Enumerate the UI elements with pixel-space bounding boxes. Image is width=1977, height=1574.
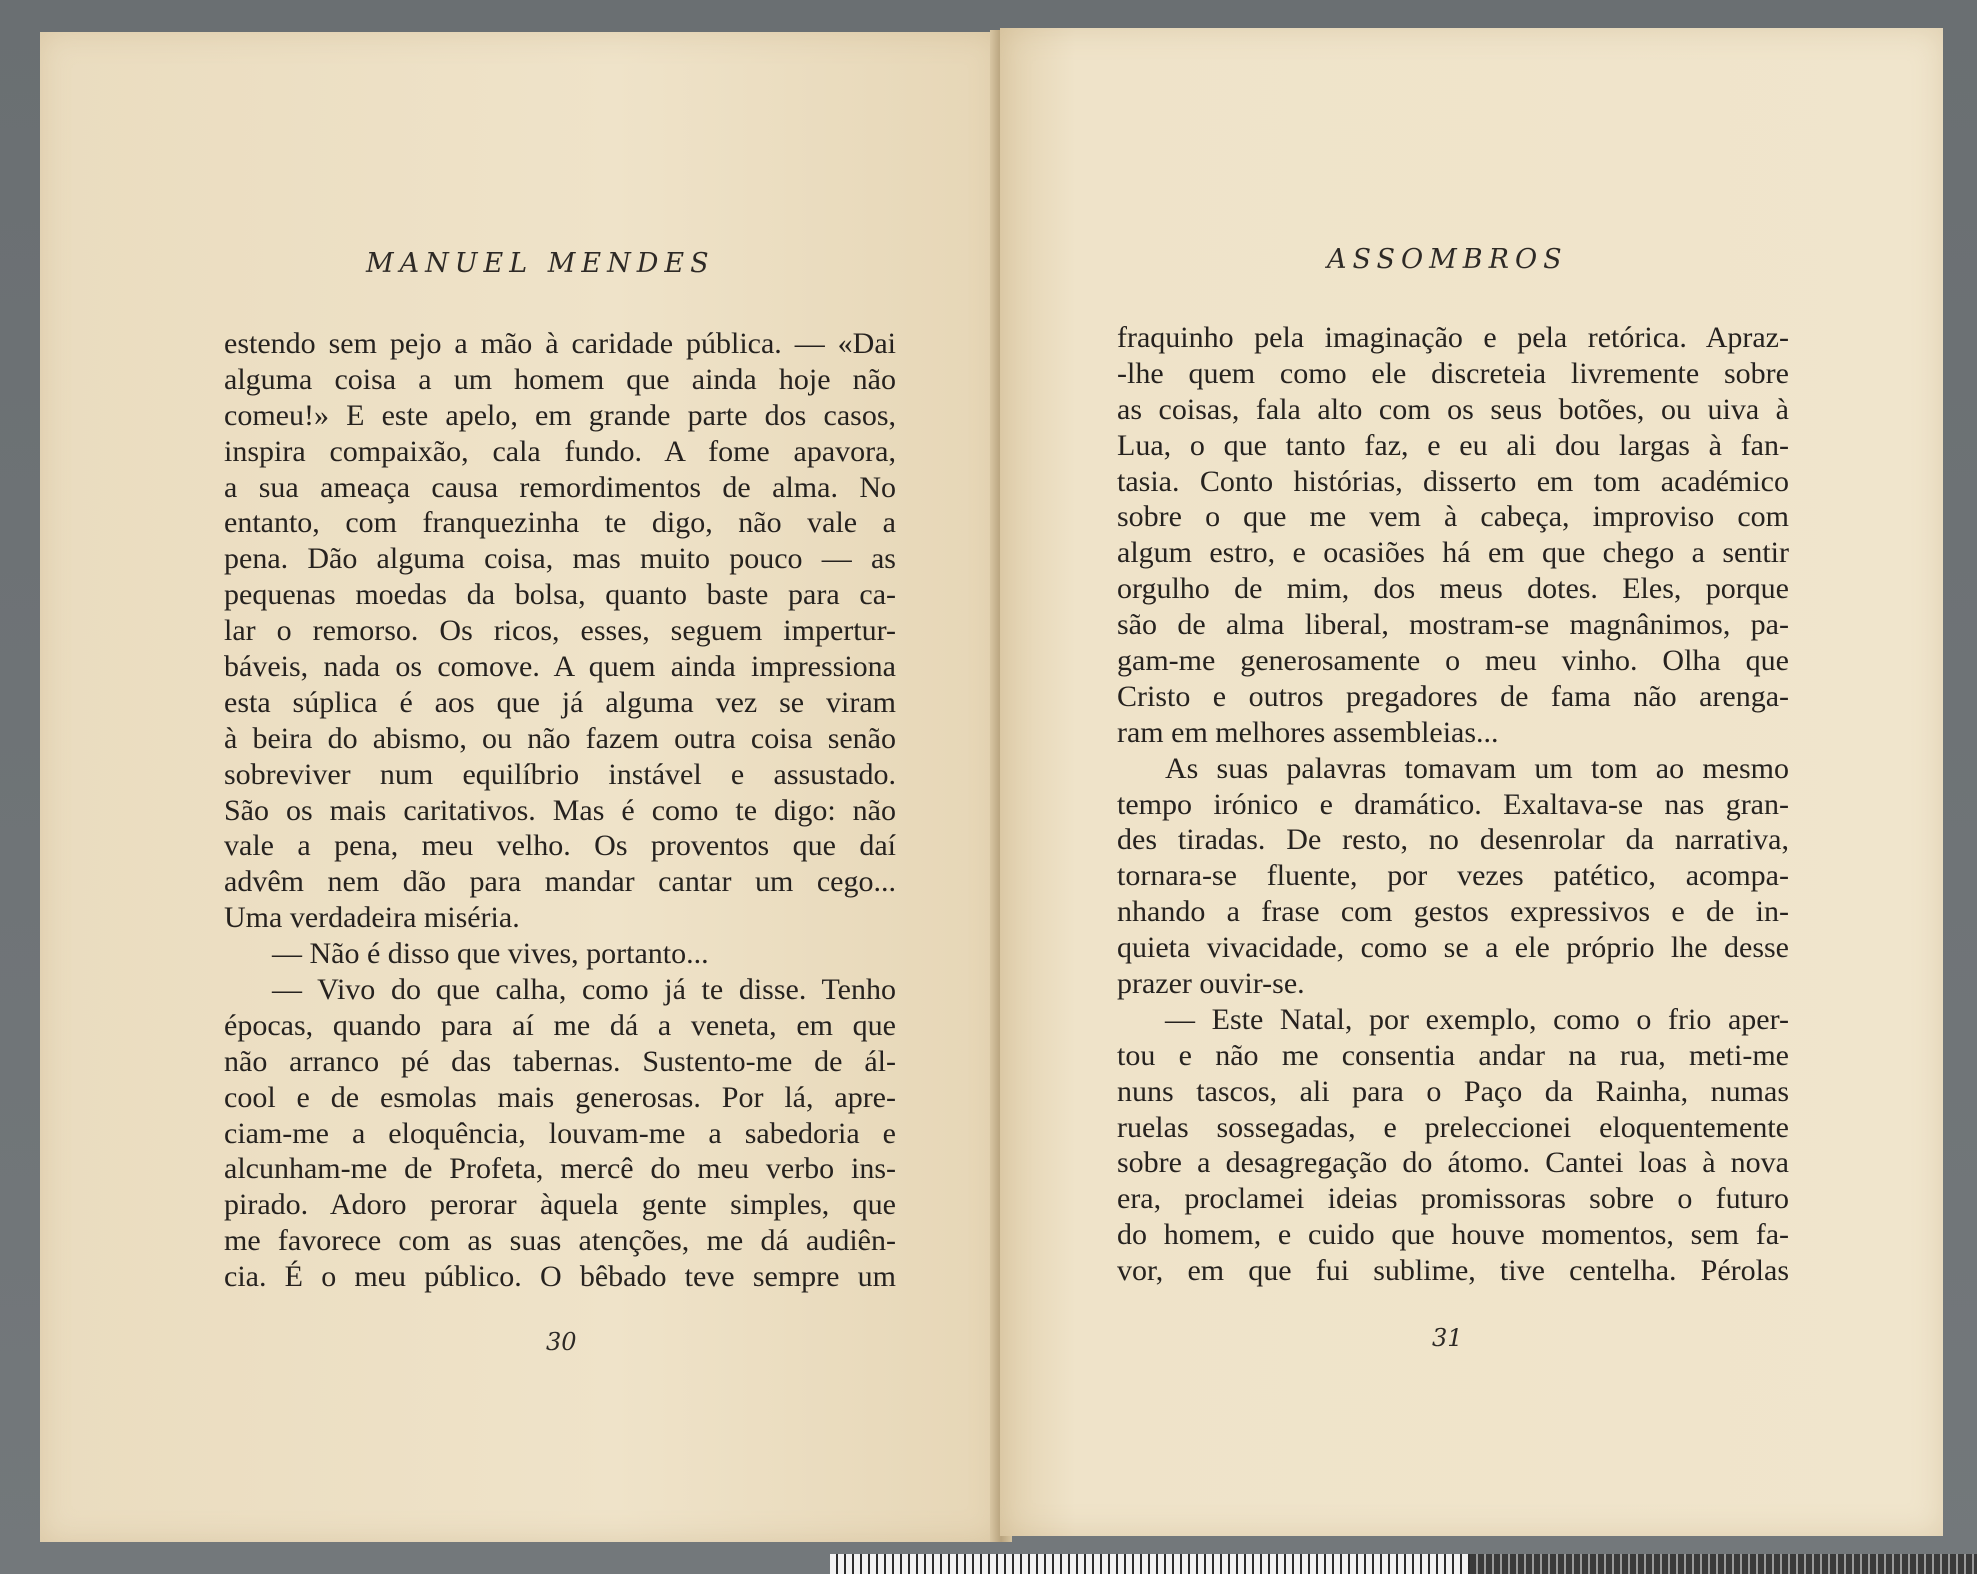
text-line: gam-me generosamente o meu vinho. Olha que [1117, 644, 1789, 678]
text-line: estendo sem pejo a mão à caridade pública. — «Dai [224, 327, 896, 360]
text-line: a sua ameaça causa remordimentos de alma. No [224, 470, 896, 504]
right-running-head: ASSOMBROS [1327, 244, 1568, 275]
text-line: me favorece com as suas atenções, me dá audiên- [224, 1224, 896, 1258]
text-line: são de alma liberal, mostram-se magnânimos, pa- [1117, 608, 1789, 642]
text-line: as coisas, fala alto com os seus botões, ou uiva à [1117, 392, 1789, 426]
text-line: pena. Dão alguma coisa, mas muito pouco — as [224, 542, 896, 576]
text-line: Uma verdadeira miséria. [224, 901, 520, 935]
text-line: des tiradas. De resto, no desenrolar da narrativa, [1117, 823, 1789, 857]
text-line: tornara-se fluente, por vezes patético, acompa- [1117, 859, 1789, 893]
text-line: não arranco pé das tabernas. Sustento-me de ál- [224, 1044, 896, 1078]
right-page-number: 31 [1432, 1324, 1463, 1352]
text-line: esta súplica é aos que já alguma vez se viram [224, 685, 896, 719]
text-line: báveis, nada os comove. A quem ainda impressiona [224, 650, 896, 684]
text-line: épocas, quando para aí me dá a veneta, em que [224, 1008, 896, 1042]
text-line: entanto, com franquezinha te digo, não vale a [224, 506, 896, 540]
text-line: comeu!» E este apelo, em grande parte dos casos, [224, 398, 896, 432]
text-line: tempo irónico e dramático. Exaltava-se nas gran- [1117, 787, 1789, 821]
text-line: nuns tascos, ali para o Paço da Rainha, numas [1117, 1074, 1789, 1108]
scale-ruler [830, 1554, 1977, 1574]
text-line: vor, em que fui sublime, tive centelha. Pérolas [1117, 1254, 1789, 1288]
text-line: à beira do abismo, ou não fazem outra coisa senão [224, 721, 896, 755]
right-page [1000, 28, 1943, 1536]
text-line: cia. É o meu público. O bêbado teve sempre um [224, 1260, 896, 1294]
text-line: cool e de esmolas mais generosas. Por lá, apre- [224, 1080, 896, 1114]
text-line: orgulho de mim, dos meus dotes. Eles, porque [1117, 572, 1789, 606]
text-line: tasia. Conto histórias, disserto em tom académico [1117, 464, 1789, 498]
text-line: tou e não me consentia andar na rua, meti-me [1117, 1038, 1789, 1072]
text-line: advêm nem dão para mandar cantar um cego... [224, 865, 896, 899]
text-line: Lua, o que tanto faz, e eu ali dou largas à fan- [1117, 428, 1789, 462]
text-line: quieta vivacidade, como se a ele próprio lhe desse [1117, 931, 1789, 965]
text-line: algum estro, e ocasiões há em que chego a sentir [1117, 536, 1789, 570]
text-line: — Vivo do que calha, como já te disse. Tenho [272, 973, 896, 1007]
text-line: ruelas sossegadas, e preleccionei eloquentemente [1117, 1110, 1789, 1144]
text-line: ciam-me a eloquência, louvam-me a sabedoria e [224, 1116, 896, 1150]
left-page [40, 32, 1000, 1542]
text-line: pequenas moedas da bolsa, quanto baste para ca- [224, 578, 896, 612]
left-running-head: MANUEL MENDES [366, 248, 715, 279]
text-line: — Este Natal, por exemplo, como o frio aper- [1165, 1002, 1789, 1036]
text-line: As suas palavras tomavam um tom ao mesmo [1165, 751, 1789, 785]
left-page-text [224, 326, 896, 1295]
text-line: sobreviver num equilíbrio instável e assustado. [224, 757, 896, 791]
text-line: vale a pena, meu velho. Os proventos que daí [224, 829, 896, 863]
text-line: alcunham-me de Profeta, mercê do meu verbo ins- [224, 1152, 896, 1186]
text-line: Cristo e outros pregadores de fama não arenga- [1117, 679, 1789, 713]
text-line: ram em melhores assembleias... [1117, 715, 1499, 749]
text-line: prazer ouvir-se. [1117, 967, 1305, 1001]
text-line: fraquinho pela imaginação e pela retórica. Apraz- [1117, 321, 1789, 354]
text-line: alguma coisa a um homem que ainda hoje não [224, 362, 896, 396]
text-line: nhando a frase com gestos expressivos e de in- [1117, 895, 1789, 929]
text-line: pirado. Adoro perorar àquela gente simples, que [224, 1188, 896, 1222]
text-line: era, proclamei ideias promissoras sobre o futuro [1117, 1182, 1789, 1216]
text-line: -lhe quem como ele discreteia livremente sobre [1117, 356, 1789, 390]
text-line: — Não é disso que vives, portanto... [272, 937, 709, 971]
left-page-number: 30 [546, 1328, 577, 1356]
right-page-text [1117, 320, 1789, 1289]
text-line: inspira compaixão, cala fundo. A fome apavora, [224, 434, 896, 468]
text-line: São os mais caritativos. Mas é como te digo: não [224, 793, 896, 827]
text-line: do homem, e cuido que houve momentos, sem fa- [1117, 1218, 1789, 1252]
text-line: sobre o que me vem à cabeça, improviso com [1117, 500, 1789, 534]
text-line: lar o remorso. Os ricos, esses, seguem impertur- [224, 614, 896, 648]
scale-ruler-dark-segment [1470, 1554, 1977, 1574]
text-line: sobre a desagregação do átomo. Cantei loas à nova [1117, 1146, 1789, 1180]
